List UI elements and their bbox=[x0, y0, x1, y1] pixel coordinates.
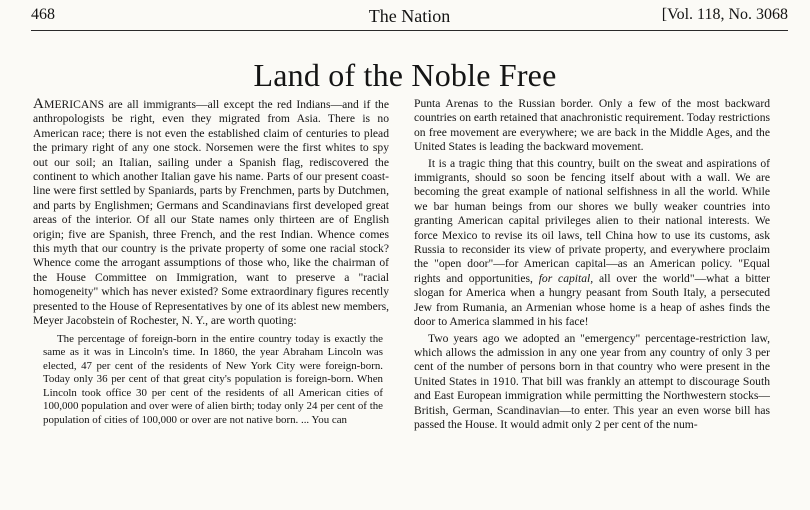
page-number: 468 bbox=[31, 6, 55, 23]
right-column bbox=[414, 97, 770, 510]
paragraph-2-text-a: It is a tragic thing that this country, built on the sweat and aspirations of immigrants, should so soon be fencing itself about with a wall. We are becoming the great example of national selfishness in all the world. While we bar human beings from our shores we bully weaker countries into granting American capital privileges alien to their national interests. We force Mexico to revise its oil laws, tell China how to use its customs, ask Russia to reconsider its view of private property, and everywhere proclaim the "open door"—for American capital—as an American policy. "Equal rights and opportunities, bbox=[414, 156, 770, 285]
block-quote: The percentage of foreign-born in the entire country today is exactly the same as it was in Lincoln's time. In 1860, the year Abraham Lincoln was elected, 47 per cent of the residents of New York City were foreign-born. Today only 36 per cent of that great city's population is foreign-born. When Lincoln took office 30 per cent of the residents of all American cities of 100,000 population and over were of alien birth; today only 24 per cent of the population of cities of 100,000 or over are not native born. ... You can bbox=[43, 332, 383, 427]
publication-name: The Nation bbox=[368, 6, 451, 26]
paragraph-1 bbox=[33, 97, 389, 329]
volume-number: [Vol. 118, No. 3068 bbox=[661, 6, 788, 23]
left-column bbox=[33, 97, 389, 510]
paragraph-continued: Punta Arenas to the Russian border. Only a few of the most backward countries on earth retained that anachronistic requirement. Today restrictions on free movement are everywhere; we are back in the Middle Ages, and the United States is leading the backward movement. bbox=[414, 97, 770, 154]
article-title: Land of the Noble Free bbox=[253, 57, 557, 93]
header-rule bbox=[31, 30, 788, 31]
paragraph-3: Two years ago we adopted an "emergency" percentage-restriction law, which allows the admission in any one year from any country of only 3 per cent of the number of persons born in that country who were present in the United States in 1910. That bill was frankly an attempt to discourage South and East European immigration while permitting the Northwestern stocks—British, German, Scandinavian—to enter. This year an even worse bill has passed the House. It would admit only 2 per cent of the num- bbox=[414, 331, 770, 431]
running-header bbox=[31, 6, 788, 28]
drop-cap: A bbox=[33, 97, 45, 112]
paragraph-2-emphasis: for capital, bbox=[538, 271, 594, 285]
paragraph-2-text-b: all over the world"—what a bitter slogan for America when a hungry peasant from South Italy, a persecuted Jew from Rumania, an Armenian whose home is a heap of ashes finds the door to America slammed in his face! bbox=[414, 271, 770, 329]
lead-word: MERICANS bbox=[44, 98, 105, 111]
paragraph-2 bbox=[414, 157, 770, 330]
paragraph-1-text: are all immigrants—all except the red Indians—and if the anthropologists be right, even they migrated from Asia. There is no American race; there is not even the established claim of centuries to plead the primary right of any one stock. Norsemen were the first whites to spy out our soil; an Italian, sailing under a Spanish flag, rediscovered the continent to which another Italian gave his name. Parts of our present coast-line were first settled by Spaniards, parts by Frenchmen, parts by Dutchmen, and parts by Englishmen; Germans and Scandinavians first developed great areas of the interior. Of all our State names only thirteen are of English origin; five are Spanish, three French, and the rest Indian. Whence comes this myth that our country is the private property of some one racial stock? Whence come the arrogant assumptions of those who, like the chairman of the House Committee on Immigration, want to preserve a "racial homogeneity" which has never existed? Some extraordinary figures recently presented to the House of Representatives by one of its ablest new members, Meyer Jacobstein of Rochester, N. Y., are worth quoting: bbox=[33, 98, 389, 328]
